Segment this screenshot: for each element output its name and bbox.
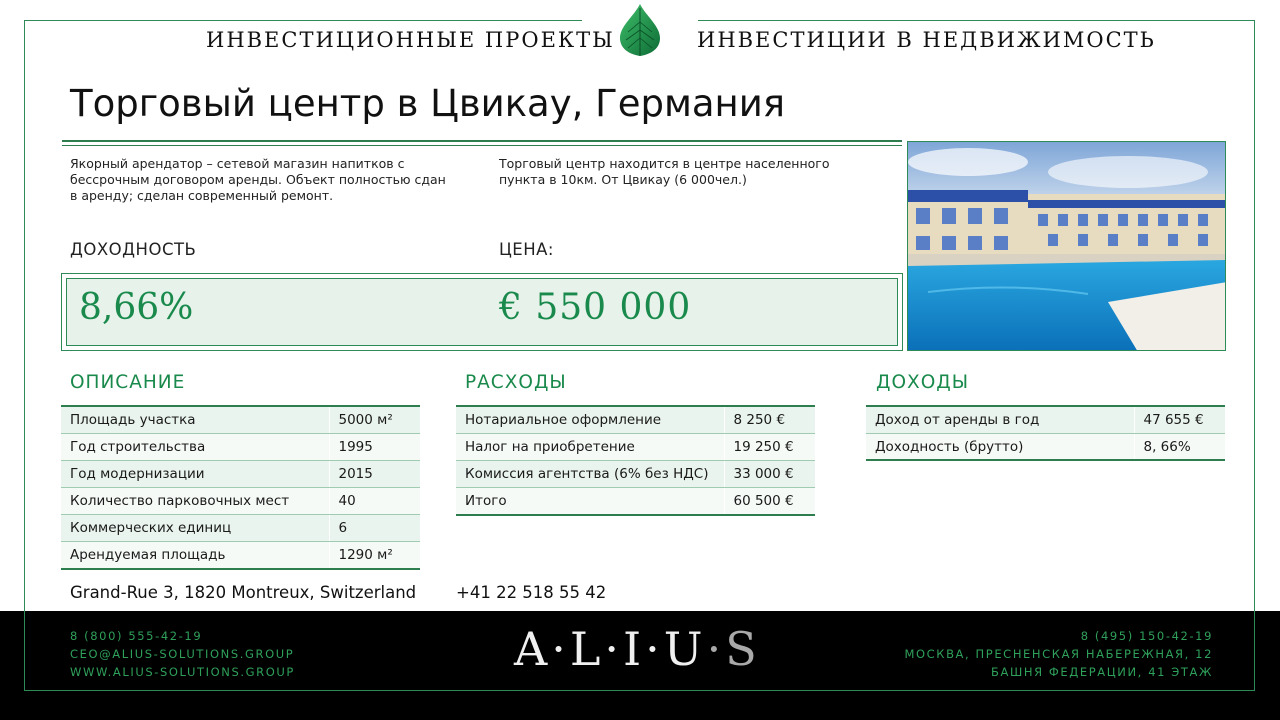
table-row — [61, 488, 420, 515]
price-value: € 550 000 — [499, 287, 692, 328]
row-label: Арендуемая площадь — [61, 542, 329, 569]
footer-phone-moscow[interactable]: 8 (495) 150-42-19 — [1080, 629, 1213, 643]
row-label: Нотариальное оформление — [456, 406, 724, 433]
table-row — [61, 406, 420, 433]
table-row — [866, 433, 1225, 460]
row-label: Итого — [456, 488, 724, 515]
row-value: 5000 м² — [329, 406, 420, 433]
brand-logo — [514, 622, 761, 676]
row-label: Налог на приобретение — [456, 433, 724, 460]
yield-label: ДОХОДНОСТЬ — [70, 240, 197, 259]
row-value: 60 500 € — [724, 488, 815, 515]
leaf-icon — [616, 2, 664, 58]
row-label: Коммерческих единиц — [61, 515, 329, 542]
phone-number: +41 22 518 55 42 — [456, 583, 607, 602]
row-label: Доход от аренды в год — [866, 406, 1134, 433]
row-value: 8, 66% — [1134, 433, 1225, 460]
row-label: Год модернизации — [61, 460, 329, 487]
table-row — [456, 406, 815, 433]
table-row — [61, 542, 420, 569]
footer-address-line1: МОСКВА, ПРЕСНЕНСКАЯ НАБЕРЕЖНАЯ, 12 — [904, 647, 1213, 661]
row-label: Площадь участка — [61, 406, 329, 433]
page-title: Торговый центр в Цвикау, Германия — [70, 82, 786, 125]
row-value: 6 — [329, 515, 420, 542]
row-label: Доходность (брутто) — [866, 433, 1134, 460]
row-value: 8 250 € — [724, 406, 815, 433]
row-value: 19 250 € — [724, 433, 815, 460]
table-row — [456, 460, 815, 487]
table-row — [61, 515, 420, 542]
table-row — [456, 433, 815, 460]
expenses-heading: РАСХОДЫ — [465, 372, 567, 393]
header-right-text: ИНВЕСТИЦИИ В НЕДВИЖИМОСТЬ — [697, 28, 1156, 52]
footer-contacts-left — [70, 627, 295, 681]
income-heading: ДОХОДЫ — [876, 372, 970, 393]
title-rule-thin — [62, 145, 902, 146]
row-label: Год строительства — [61, 433, 329, 460]
row-value: 47 655 € — [1134, 406, 1225, 433]
footer-website[interactable]: WWW.ALIUS-SOLUTIONS.GROUP — [70, 665, 295, 679]
yield-value: 8,66% — [79, 287, 194, 328]
row-label: Количество парковочных мест — [61, 488, 329, 515]
footer-address-line2: БАШНЯ ФЕДЕРАЦИИ, 41 ЭТАЖ — [990, 665, 1213, 679]
row-value: 1290 м² — [329, 542, 420, 569]
description-table — [61, 405, 420, 570]
address: Grand-Rue 3, 1820 Montreux, Switzerland — [70, 583, 417, 602]
description-heading: ОПИСАНИЕ — [70, 372, 186, 393]
table-row — [866, 406, 1225, 433]
row-value: 1995 — [329, 433, 420, 460]
row-label: Комиссия агентства (6% без НДС) — [456, 460, 724, 487]
row-value: 33 000 € — [724, 460, 815, 487]
footer-contacts-right — [905, 627, 1214, 681]
description-right: Торговый центр находится в центре населенного пункта в 10км. От Цвикау (6 000чел.) — [499, 156, 830, 187]
brand-tail: ·S — [706, 622, 761, 676]
table-row — [61, 433, 420, 460]
row-value: 2015 — [329, 460, 420, 487]
price-label: ЦЕНА: — [499, 240, 554, 259]
expenses-table — [456, 405, 815, 516]
table-row — [61, 460, 420, 487]
description-left: Якорный арендатор – сетевой магазин напитков с бессрочным договором аренды. Объект полностью сдан в аренду; сделан современный ремонт. — [70, 156, 446, 203]
income-table — [866, 405, 1225, 461]
property-photo — [907, 141, 1226, 351]
title-rule — [62, 140, 902, 142]
brand-main: A·L·I·U — [514, 622, 707, 676]
footer-phone[interactable]: 8 (800) 555-42-19 — [70, 629, 203, 643]
row-value: 40 — [329, 488, 420, 515]
table-row — [456, 488, 815, 515]
footer-email[interactable]: CEO@ALIUS-SOLUTIONS.GROUP — [70, 647, 295, 661]
header-left-text: ИНВЕСТИЦИОННЫЕ ПРОЕКТЫ — [206, 28, 615, 52]
